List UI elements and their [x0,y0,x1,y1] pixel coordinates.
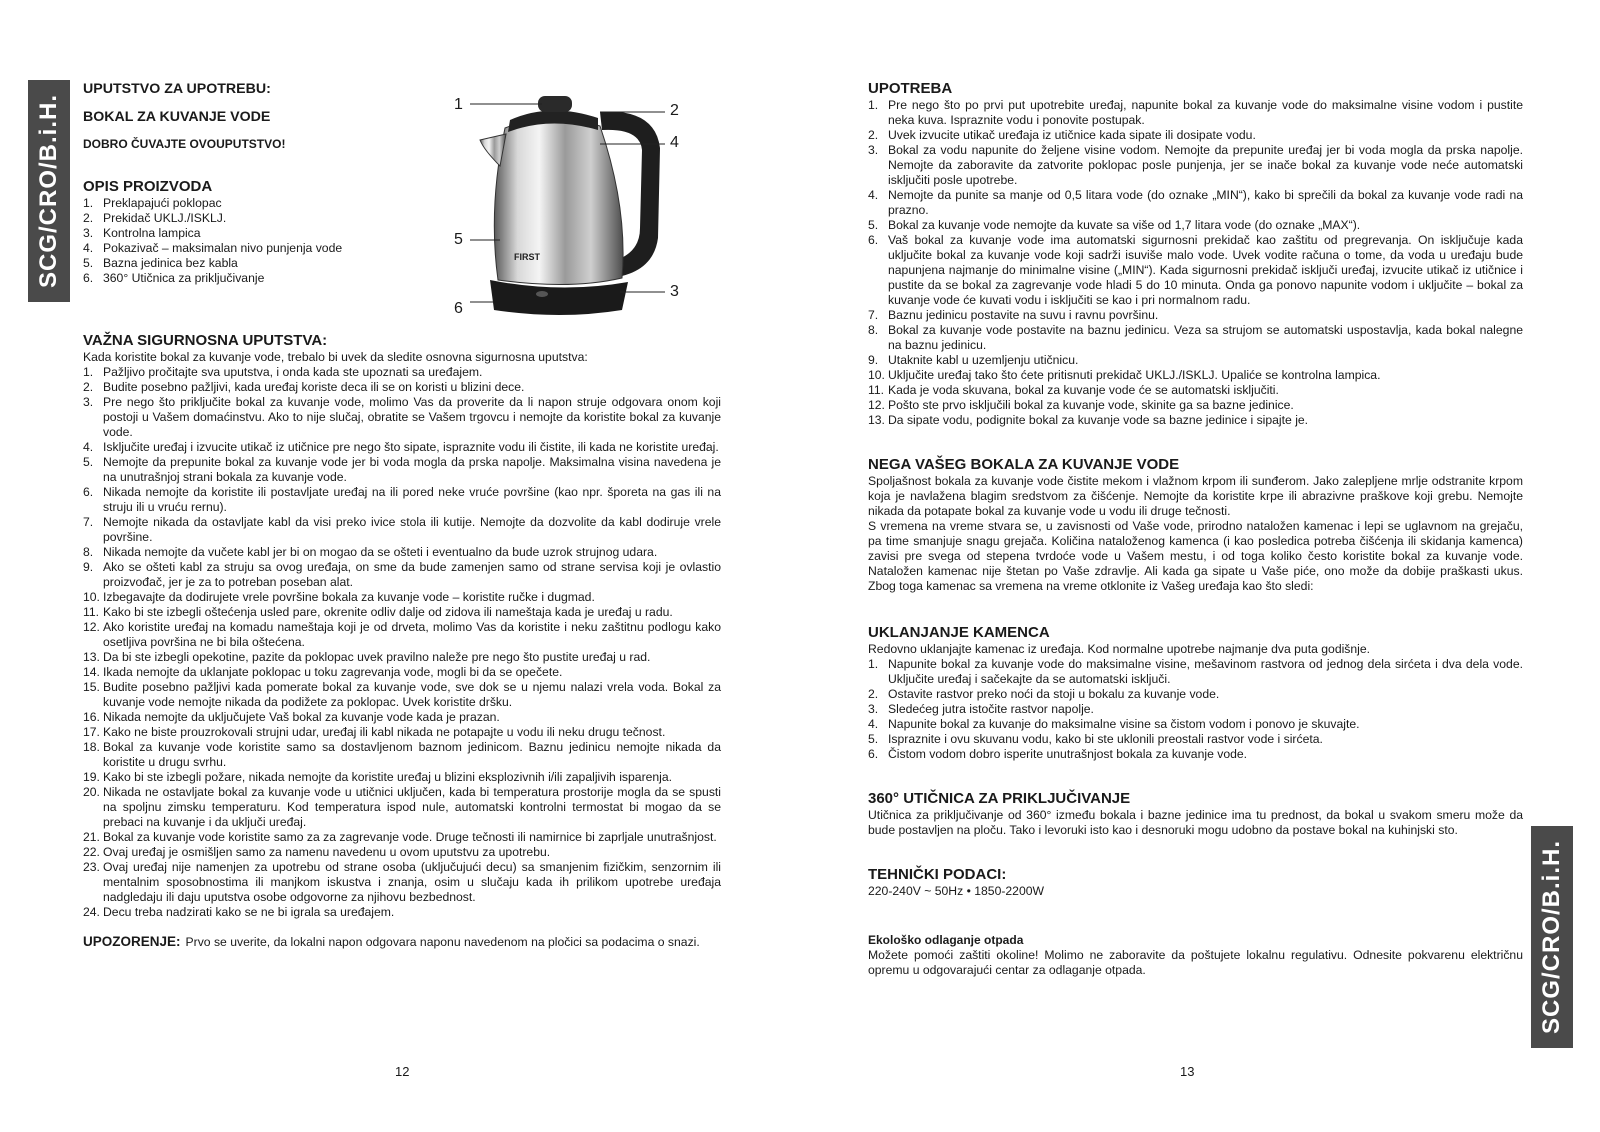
kettle-brand-mark: FIRST [514,252,540,262]
list-item-text: Decu treba nadzirati kako se ne bi igrala sa uređajem. [103,905,395,919]
manual-title: UPUTSTVO ZA UPOTREBU: [83,81,271,97]
list-item-number: 4. [83,440,94,454]
list-item-text: Ikada nemojte da uklanjate poklopac u toku zagrevanja vode, mogli bi da se opečete. [103,665,563,679]
list-item-number: 14. [83,665,100,679]
list-item-text: Preklapajući poklopac [103,196,222,210]
list-item-text: Čistom vodom dobro isperite unutrašnjost bokala za kuvanje vode. [888,747,1248,761]
list-item-number: 11. [83,605,100,619]
callout-6: 6 [454,300,463,317]
list-item-number: 8. [868,323,879,337]
descale-intro: Redovno uklanjajte kamenac iz uređaja. Kod normalne upotrebe najmanje dva puta godišnje. [868,642,1371,656]
list-item-number: 2. [83,380,94,394]
language-tab-label: SCG/CRO/B.i.H. [35,93,63,289]
list-item-number: 10. [868,368,885,382]
list-item-text: 360° Utičnica za priključivanje [103,271,265,285]
list-item-number: 3. [83,226,94,240]
list-item-number: 9. [83,560,94,574]
list-item [868,218,1523,233]
list-item-text: Baznu jedinicu postavite na suvu i ravnu površinu. [888,308,1159,322]
list-item [83,226,383,241]
list-item-number: 16. [83,710,100,724]
list-item [868,323,1523,353]
list-item [83,455,721,485]
list-item-text: Bokal za kuvanje vode nemojte da kuvate sa više od 1,7 litara vode (do oznake „MAX“). [888,218,1361,232]
socket-heading: 360° UTIČNICA ZA PRIKLJUČIVANJE [868,790,1131,807]
list-item-number: 5. [868,732,879,746]
list-item-text: Napunite bokal za kuvanje do maksimalne visine sa čistom vodom i ponovo je skuvajte. [888,717,1360,731]
list-item [83,680,721,710]
right-column [868,80,1523,978]
list-item-number: 7. [83,515,94,529]
list-item [83,905,721,920]
list-item [83,545,721,560]
list-item-number: 23. [83,860,100,874]
list-item [868,747,1523,762]
list-item-number: 7. [868,308,879,322]
list-item-number: 17. [83,725,100,739]
list-item-text: Ostavite rastvor preko noći da stoji u bokalu za kuvanje vode. [888,687,1220,701]
list-item-text: Ispraznite i ovu skuvanu vodu, kako bi ste uklonili preostali rastvor vode i sirćeta. [888,732,1323,746]
list-item-number: 1. [83,196,94,210]
safety-intro: Kada koristite bokal za kuvanje vode, trebalo bi uvek da sledite osnovna sigurnosna uputstva: [83,350,588,364]
list-item [868,188,1523,218]
callout-5: 5 [454,231,463,248]
list-item-text: Kako bi ste izbegli požare, nikada nemojte da koristite uređaj u blizini eksplozivnih i/ili zapaljivih isparenja. [103,770,673,784]
list-item-number: 22. [83,845,100,859]
care-text: Spoljašnost bokala za kuvanje vode čistite mekom i vlažnom krpom ili sunđerom. Jako zalepljene mrlje odstranite krpom koja je navlažena blagim sredstvom za čišćenje. Nemojte da koristite krpe ili abrazivne praškove koji grebu. Nemojte nikada da potapate bokal za kuvanje vode u vodu ili druge tečnosti. [868,474,1523,518]
list-item-number: 24. [83,905,100,919]
list-item [83,710,721,725]
list-item-number: 11. [868,383,885,397]
list-item-number: 12. [868,398,885,412]
list-item-text: Da sipate vodu, podignite bokal za kuvanje vode sa bazne jedinice i sipajte je. [888,413,1309,427]
list-item-number: 2. [83,211,94,225]
list-item-text: Kada je voda skuvana, bokal za kuvanje vode će se automatski isključiti. [888,383,1279,397]
kettle-image [450,88,700,328]
list-item-number: 19. [83,770,100,784]
list-item-number: 6. [83,271,94,285]
safety-list [83,365,721,920]
list-item-number: 6. [868,747,879,761]
list-item-text: Prekidač UKLJ./ISKLJ. [103,211,227,225]
list-item [868,732,1523,747]
callout-4: 4 [670,134,679,151]
list-item [83,665,721,680]
keep-note: DOBRO ČUVAJTE OVOUPUTSTVO! [83,137,286,151]
list-item [83,211,383,226]
language-tab-right [1531,826,1573,1048]
list-item [868,398,1523,413]
descale-heading: UKLANJANJE KAMENCA [868,624,1050,641]
list-item-number: 3. [868,702,879,716]
list-item-text: Pošto ste prvo isključili bokal za kuvanje vode, skinite ga sa bazne jedinice. [888,398,1294,412]
list-item [868,413,1523,428]
list-item-number: 5. [83,256,94,270]
tech-heading: TEHNIČKI PODACI: [868,866,1007,883]
language-tab [28,80,70,302]
list-item-text: Isključite uređaj i izvucite utikač iz utičnice pre nego što sipate, ispraznite vodu ili čistite, ili kada ne koristite uređaj. [103,440,719,454]
list-item [83,256,383,271]
language-tab-right-label: SCG/CRO/B.i.H. [1538,839,1566,1035]
list-item-number: 12. [83,620,100,634]
list-item-text: Uključite uređaj tako što ćete pritisnuti prekidač UKLJ./ISKLJ. Upaliće se kontrolna lampica. [888,368,1381,382]
list-item [868,368,1523,383]
list-item-text: Pokazivač – maksimalan nivo punjenja vode [103,241,343,255]
list-item-number: 1. [868,98,879,112]
callout-3: 3 [670,283,679,300]
list-item [868,717,1523,732]
list-item-number: 18. [83,740,100,754]
list-item [83,241,383,256]
list-item-number: 5. [83,455,94,469]
list-item-text: Nemojte nikada da ostavljate kabl da visi preko ivice stola ili kutije. Nemojte da dozvolite da kabl dodiruje vrele površine. [103,515,721,544]
socket-text: Utičnica za priključivanje od 360° između bokala i bazne jedinice ima tu prednost, da bokal u svakom smeru može da bude postavljen na ploču. Tako i levoruki isto kao i desnoruki mogu udobno da postave bokal na kuhinjski sto. [868,808,1523,837]
list-item [868,143,1523,188]
list-item [83,770,721,785]
list-item-number: 4. [868,188,879,202]
list-item [83,560,721,590]
list-item-text: Nemojte da punite sa manje od 0,5 litara vode (do oznake „MIN“), kako bi sprečili da bokal za kuvanje vode radi na prazno. [888,188,1523,217]
list-item-text: Bokal za kuvanje vode koristite samo za za zagrevanje vode. Druge tečnosti ili namirnice bi zaprljale unutrašnjost. [103,830,717,844]
product-description-list [83,196,383,286]
list-item-text: Da bi ste izbegli opekotine, pazite da poklopac uvek pravilno naleže pre nego što pustite uređaj u rad. [103,650,651,664]
list-item-text: Vaš bokal za kuvanje vode ima automatski sigurnosni prekidač kao zaštitu od pregrevanja. On isključuje kada uključite bokal za kuvanje vode koji sadrži isuviše malo vode. Uvek vodite računa o tome, da voda u uređaju bude napunjena najmanje do minimalne visine („MIN“). Kada sigurnosni prekidač isključi uređaj, izvucite utikač iz utičnice i pustite da se bokal za zagrevanje vode hladi 5 do 10 minuta. Onda ga ponovo napunite vodom i uključite – bokal za kuvanje vode će kuvati vodu i isključiti se kao i pri normalnom radu. [888,233,1523,307]
list-item [83,845,721,860]
list-item-number: 21. [83,830,100,844]
eco-text: Možete pomoći zaštiti okoline! Molimo ne zaboravite da poštujete lokalnu regulativu. Odnesite pokvarenu električnu opremu u odgovarajući centar za odlaganje otpada. [868,948,1523,977]
list-item [868,98,1523,128]
care-heading: NEGA VAŠEG BOKALA ZA KUVANJE VODE [868,456,1180,473]
list-item-number: 10. [83,590,100,604]
list-item [83,196,383,211]
list-item-text: Nikada nemojte da uključujete Vaš bokal za kuvanje vode kada je prazan. [103,710,500,724]
list-item-text: Ovaj uređaj nije namenjen za upotrebu od strane osoba (uključujući decu) sa smanjenim fizičkim, senzornim ili mentalnim sposobnostima ili manjkom iskustva i znanja, osim u slučaju kada ih prilikom upotrebe uređaja nadgledaju ili daju uputstva osobe odgovorne za njihovu bezbednost. [103,860,721,904]
product-description-heading: OPIS PROIZVODA [83,178,213,195]
eco-heading: Ekološko odlaganje otpada [868,933,1024,947]
right-page [800,0,1600,1132]
list-item [83,605,721,620]
list-item-text: Ako koristite uređaj na komadu nameštaja koji je od drveta, molimo Vas da koristite i neku zaštitnu podlogu kako osetljiva površina ne bi bila oštećena. [103,620,721,649]
list-item-number: 9. [868,353,879,367]
list-item-number: 5. [868,218,879,232]
list-item-number: 3. [83,395,94,409]
list-item [83,590,721,605]
list-item-number: 15. [83,680,100,694]
list-item-text: Bokal za vodu napunite do željene visine vodom. Nemojte da prepunite uređaj jer bi voda mogla da prska napolje. Nemojte da zaboravite da zatvorite poklopac posle punjenja, jer se inače bokal za kuvanje vode neće automatski isključiti posle upotrebe. [888,143,1523,187]
list-item-number: 1. [868,657,879,671]
list-item [868,128,1523,143]
list-item [83,725,721,740]
list-item [83,365,721,380]
list-item-text: Bazna jedinica bez kabla [103,256,238,270]
list-item-text: Bokal za kuvanje vode koristite samo sa dostavljenom baznom jedinicom. Baznu jedinicu nemojte nikada da koristite u drugu svrhu. [103,740,721,769]
list-item-number: 2. [868,687,879,701]
list-item-number: 4. [868,717,879,731]
list-item [83,395,721,440]
list-item-text: Kako ne biste prouzrokovali strujni udar, uređaj ili kabl nikada ne potapajte u vodu ili neku drugu tečnost. [103,725,666,739]
list-item-number: 13. [868,413,885,427]
list-item-text: Budite posebno pažljivi, kada uređaj koriste deca ili se on koristi u blizini dece. [103,380,525,394]
list-item-text: Napunite bokal za kuvanje vode do maksimalne visine, mešavinom rastvora od jednog dela sirćeta i dva dela vode. Uključite uređaj i sačekajte da se automatski isključi. [888,657,1523,686]
list-item-text: Izbegavajte da dodirujete vrele površine bokala za kuvanje vode – koristite ručke i dugmad. [103,590,595,604]
list-item-number: 13. [83,650,100,664]
warning-block [83,934,721,950]
list-item-text: Ovaj uređaj je osmišljen samo za namenu navedenu u ovom uputstvu za upotrebu. [103,845,551,859]
list-item [868,353,1523,368]
list-item-text: Ako se ošteti kabl za struju sa ovog uređaja, on sme da bude zamenjen samo od strane servisa koji je ovlastio proizvođač, jer je za to potreban poseban alat. [103,560,721,589]
page-number-right: 13 [1180,1064,1195,1079]
list-item [83,485,721,515]
list-item [868,687,1523,702]
list-item-text: Pažljivo pročitajte sva uputstva, i onda kada ste upoznati sa uređajem. [103,365,483,379]
list-item-number: 8. [83,545,94,559]
list-item-text: Budite posebno pažljivi kada pomerate bokal za kuvanje vode, sve dok se u njemu nalazi vrela voda. Bokal za kuvanje vode nemojte nikada da podižete za poklopac. Uvek koristite dršku. [103,680,721,709]
safety-heading: VAŽNA SIGURNOSNA UPUTSTVA: [83,332,328,349]
list-item [83,830,721,845]
list-item [868,233,1523,308]
list-item [83,620,721,650]
list-item [868,702,1523,717]
list-item-text: Nikada ne ostavljate bokal za kuvanje vode u utičnici uključen, kada bi temperatura prostorije mogla da se spusti na spoljnu zimsku temperaturu. Kod temperatura ispod nule, automatski kontrolni termostat bi mogao da se prebaci na kuvanje i da uključi uređaj. [103,785,721,829]
callout-2: 2 [670,102,679,119]
kettle-illustration [450,88,700,328]
list-item [83,650,721,665]
list-item-text: Pre nego što priključite bokal za kuvanje vode, molimo Vas da proverite da li napon struje odgovara onom koji postoji u Vašem domaćinstvu. Ako to nije slučaj, obratite se Vašem trgovcu i nemojte da koristite bokal za kuvanje vode. [103,395,721,439]
list-item-number: 6. [83,485,94,499]
list-item [83,271,383,286]
list-item [868,383,1523,398]
list-item-text: Sledećeg jutra istočite rastvor napolje. [888,702,1094,716]
list-item-number: 20. [83,785,100,799]
page-number: 12 [395,1064,410,1079]
descale-list [868,657,1523,762]
list-item [868,308,1523,323]
list-item-number: 2. [868,128,879,142]
warning-label: UPOZORENJE: [83,934,181,949]
list-item-number: 3. [868,143,879,157]
list-item [83,380,721,395]
product-title: BOKAL ZA KUVANJE VODE [83,109,271,125]
use-heading: UPOTREBA [868,80,953,97]
use-list [868,98,1523,428]
list-item [83,515,721,545]
list-item-text: Nikada nemojte da vučete kabl jer bi on mogao da se ošteti i eventualno da bude uzrok strujnog udara. [103,545,658,559]
list-item-number: 1. [83,365,94,379]
list-item-text: Nikada nemojte da koristite ili postavljate uređaj na ili pored neke vruće površine (kao npr. šporeta na gas ili na struju ili u vruću rernu). [103,485,721,514]
list-item-text: Uvek izvucite utikač uređaja iz utičnice kada sipate ili dosipate vodu. [888,128,1256,142]
list-item [83,860,721,905]
list-item [83,440,721,455]
list-item [83,740,721,770]
list-item-text: Bokal za kuvanje vode postavite na baznu jedinicu. Veza sa strujom se automatski uspostavlja, kada bokal nalegne na baznu jedinicu. [888,323,1523,352]
list-item-text: Utaknite kabl u uzemljenju utičnicu. [888,353,1079,367]
warning-text: Prvo se uverite, da lokalni napon odgovara naponu navedenom na pločici sa podacima o snazi. [185,935,700,949]
list-item-text: Kontrolna lampica [103,226,201,240]
list-item-number: 6. [868,233,879,247]
list-item-number: 4. [83,241,94,255]
care-text-2: S vremena na vreme stvara se, u zavisnosti od Vaše vode, prirodno nataložen kamenac i lepi se uglavnom na grejaču, pa time smanjuje snagu grejača. Količina nataloženog kamenca (i kao posledica potreba čišćenja ili skidanja kamenca) zavisi pre svega od stepena tvrdoće vode u Vašem mestu, i od toga koliko često koristite bokal za kuvanje vode. Nataložen kamenac nije štetan po Vaše zdravlje. Ali kada ga sipate u Vaše piće, ono može da dobije praškasti ukus. Zbog toga kamenac sa vremena na vreme otklonite iz Vašeg uređaja kao što sledi: [868,519,1523,593]
tech-specs: 220-240V ~ 50Hz • 1850-2200W [868,884,1045,898]
list-item-text: Kako bi ste izbegli oštećenja usled pare, okrenite odliv dalje od zidova ili nameštaja kada je uređaj u radu. [103,605,673,619]
list-item-text: Pre nego što po prvi put upotrebite uređaj, napunite bokal za kuvanje vode do maksimalne visine vodom i pustite neka kuva. Ispraznite vodu i ponovite postupak. [888,98,1523,127]
list-item [868,657,1523,687]
list-item-text: Nemojte da prepunite bokal za kuvanje vode jer bi voda mogla da prska napolje. Maksimalna visina navedena je na unutrašnjoj strani bokala za kuvanje vode. [103,455,721,484]
callout-1: 1 [454,96,463,113]
list-item [83,785,721,830]
